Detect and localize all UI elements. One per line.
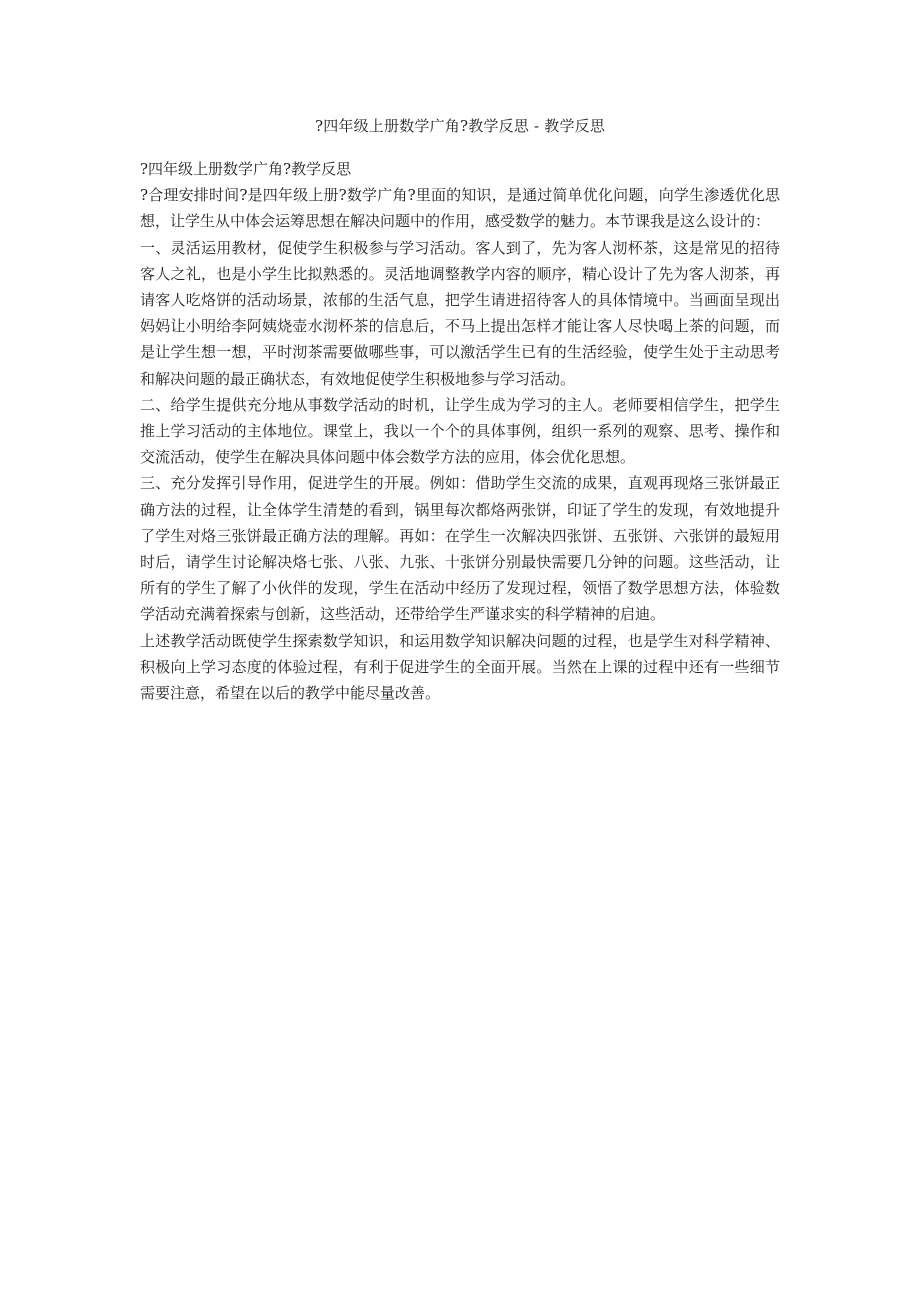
point-three-paragraph: 三、充分发挥引导作用，促进学生的开展。例如：借助学生交流的成果，直观再现烙三张饼最正确方法的过程，让全体学生清楚的看到，锅里每次都烙两张饼，印证了学生的发现，有效地提升了学生对烙三张饼最正确方法的理解。再如：在学生一次解决四张饼、五张饼、六张饼的最短用时后，请学生讨论解决烙七张、八张、九张、十张饼分别最快需要几分钟的问题。这些活动，让所有的学生了解了小伙伴的发现，学生在活动中经历了发现过程，领悟了数学思想方法，体验数学活动充满着探索与创新，这些活动，还带给学生严谨求实的科学精神的启迪。 (140, 474, 780, 624)
conclusion-paragraph: 上述教学活动既使学生探索数学知识，和运用数学知识解决问题的过程，也是学生对科学精神、积极向上学习态度的体验过程，有利于促进学生的全面开展。当然在上课的过程中还有一些细节需要注意，希望在以后的教学中能尽量改善。 (140, 631, 780, 703)
point-one-paragraph: 一、灵活运用教材，促使学生积极参与学习活动。客人到了，先为客人沏杯茶，这是常见的招待客人之礼，也是小学生比拟熟悉的。灵活地调整教学内容的顺序，精心设计了先为客人沏茶，再请客人吃烙饼的活动场景，浓郁的生活气息，把学生请进招待客人的具体情境中。当画面呈现出妈妈让小明给李阿姨烧壶水沏杯茶的信息后，不马上提出怎样才能让客人尽快喝上茶的问题，而是让学生想一想，平时沏茶需要做哪些事，可以激活学生已有的生活经验，使学生处于主动思考和解决问题的最正确状态，有效地促使学生积极地参与学习活动。 (140, 238, 780, 388)
document-body (140, 156, 780, 706)
intro-paragraph: ?合理安排时间?是四年级上册?数学广角?里面的知识，是通过简单优化问题，向学生渗透优化思想，让学生从中体会运筹思想在解决问题中的作用，感受数学的魅力。本节课我是这么设计的： (140, 186, 780, 231)
document-title: ?四年级上册数学广角?教学反思 - 教学反思 (314, 117, 606, 135)
subtitle-paragraph: ?四年级上册数学广角?教学反思 (140, 160, 352, 178)
point-two-paragraph: 二、给学生提供充分地从事数学活动的时机，让学生成为学习的主人。老师要相信学生，把学生推上学习活动的主体地位。课堂上，我以一个个的具体事例，组织一系列的观察、思考、操作和交流活动，使学生在解决具体问题中体会数学方法的应用，体会优化思想。 (140, 395, 780, 467)
